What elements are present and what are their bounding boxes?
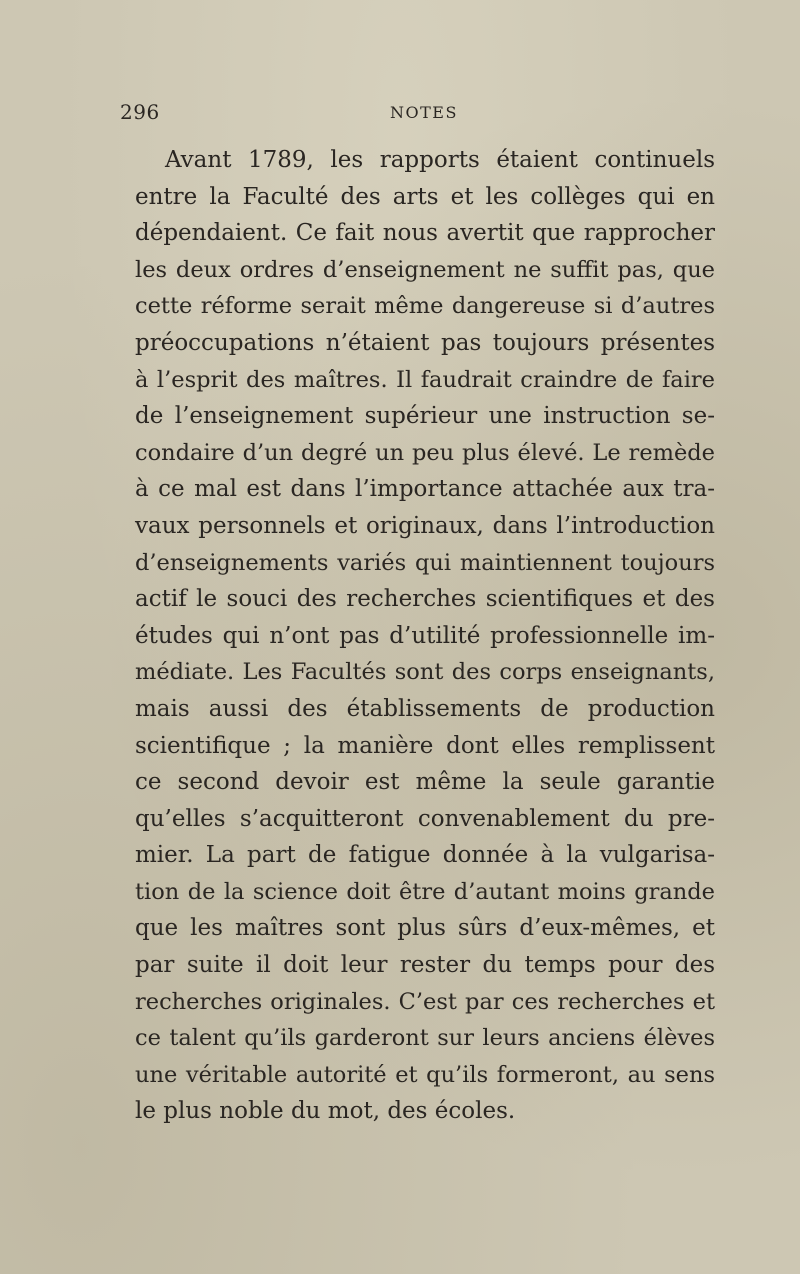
text-line: préoccupations n’étaient pas toujours présentes [135, 329, 715, 356]
text-line: tion de la science doit être d’autant moins grande [135, 878, 715, 905]
note-paragraph [135, 142, 715, 1130]
text-line: condaire d’un degré un peu plus élevé. Le remède [135, 439, 715, 466]
text-line: actif le souci des recherches scientifiques et des [135, 586, 715, 613]
text-line: que les maîtres sont plus sûrs d’eux-mêmes, et [135, 915, 715, 942]
text-line: le plus noble du mot, des écoles. [135, 1098, 516, 1125]
text-line: entre la Faculté des arts et les collèges qui en [135, 183, 715, 210]
text-line: mier. La part de fatigue donnée à la vulgarisa- [135, 842, 715, 869]
text-line: ce second devoir est même la seule garantie [135, 769, 715, 796]
text-line: ce talent qu’ils garderont sur leurs anciens élèves [135, 1025, 715, 1052]
text-line: médiate. Les Facultés sont des corps enseignants, [135, 659, 715, 686]
text-line: de l’enseignement supérieur une instruction se- [135, 403, 715, 430]
text-line: une véritable autorité et qu’ils formeront, au sens [135, 1061, 715, 1088]
text-line: qu’elles s’acquitteront convenablement du pre- [135, 805, 715, 832]
text-line: mais aussi des établissements de production [135, 695, 715, 722]
text-line: vaux personnels et originaux, dans l’introduction [135, 512, 715, 539]
text-line: à l’esprit des maîtres. Il faudrait craindre de faire [135, 366, 715, 393]
text-line: scientifique ; la manière dont elles remplissent [135, 732, 715, 759]
running-head [120, 100, 720, 126]
text-line: recherches originales. C’est par ces recherches et [135, 988, 715, 1015]
text-line: par suite il doit leur rester du temps pour des [135, 952, 715, 979]
text-line: les deux ordres d’enseignement ne suffit pas, que [135, 256, 715, 283]
text-line: cette réforme serait même dangereuse si d’autres [135, 293, 715, 320]
text-line: Avant 1789, les rapports étaient continuels [165, 147, 715, 173]
text-line: à ce mal est dans l’importance attachée aux tra- [135, 476, 715, 503]
page-number: 296 [120, 100, 160, 124]
text-line: d’enseignements variés qui maintiennent toujours [135, 549, 715, 576]
text-line: dépendaient. Ce fait nous avertit que rapprocher [135, 220, 715, 247]
text-line: études qui n’ont pas d’utilité professionnelle im- [135, 622, 715, 649]
running-title: NOTES [390, 103, 458, 122]
